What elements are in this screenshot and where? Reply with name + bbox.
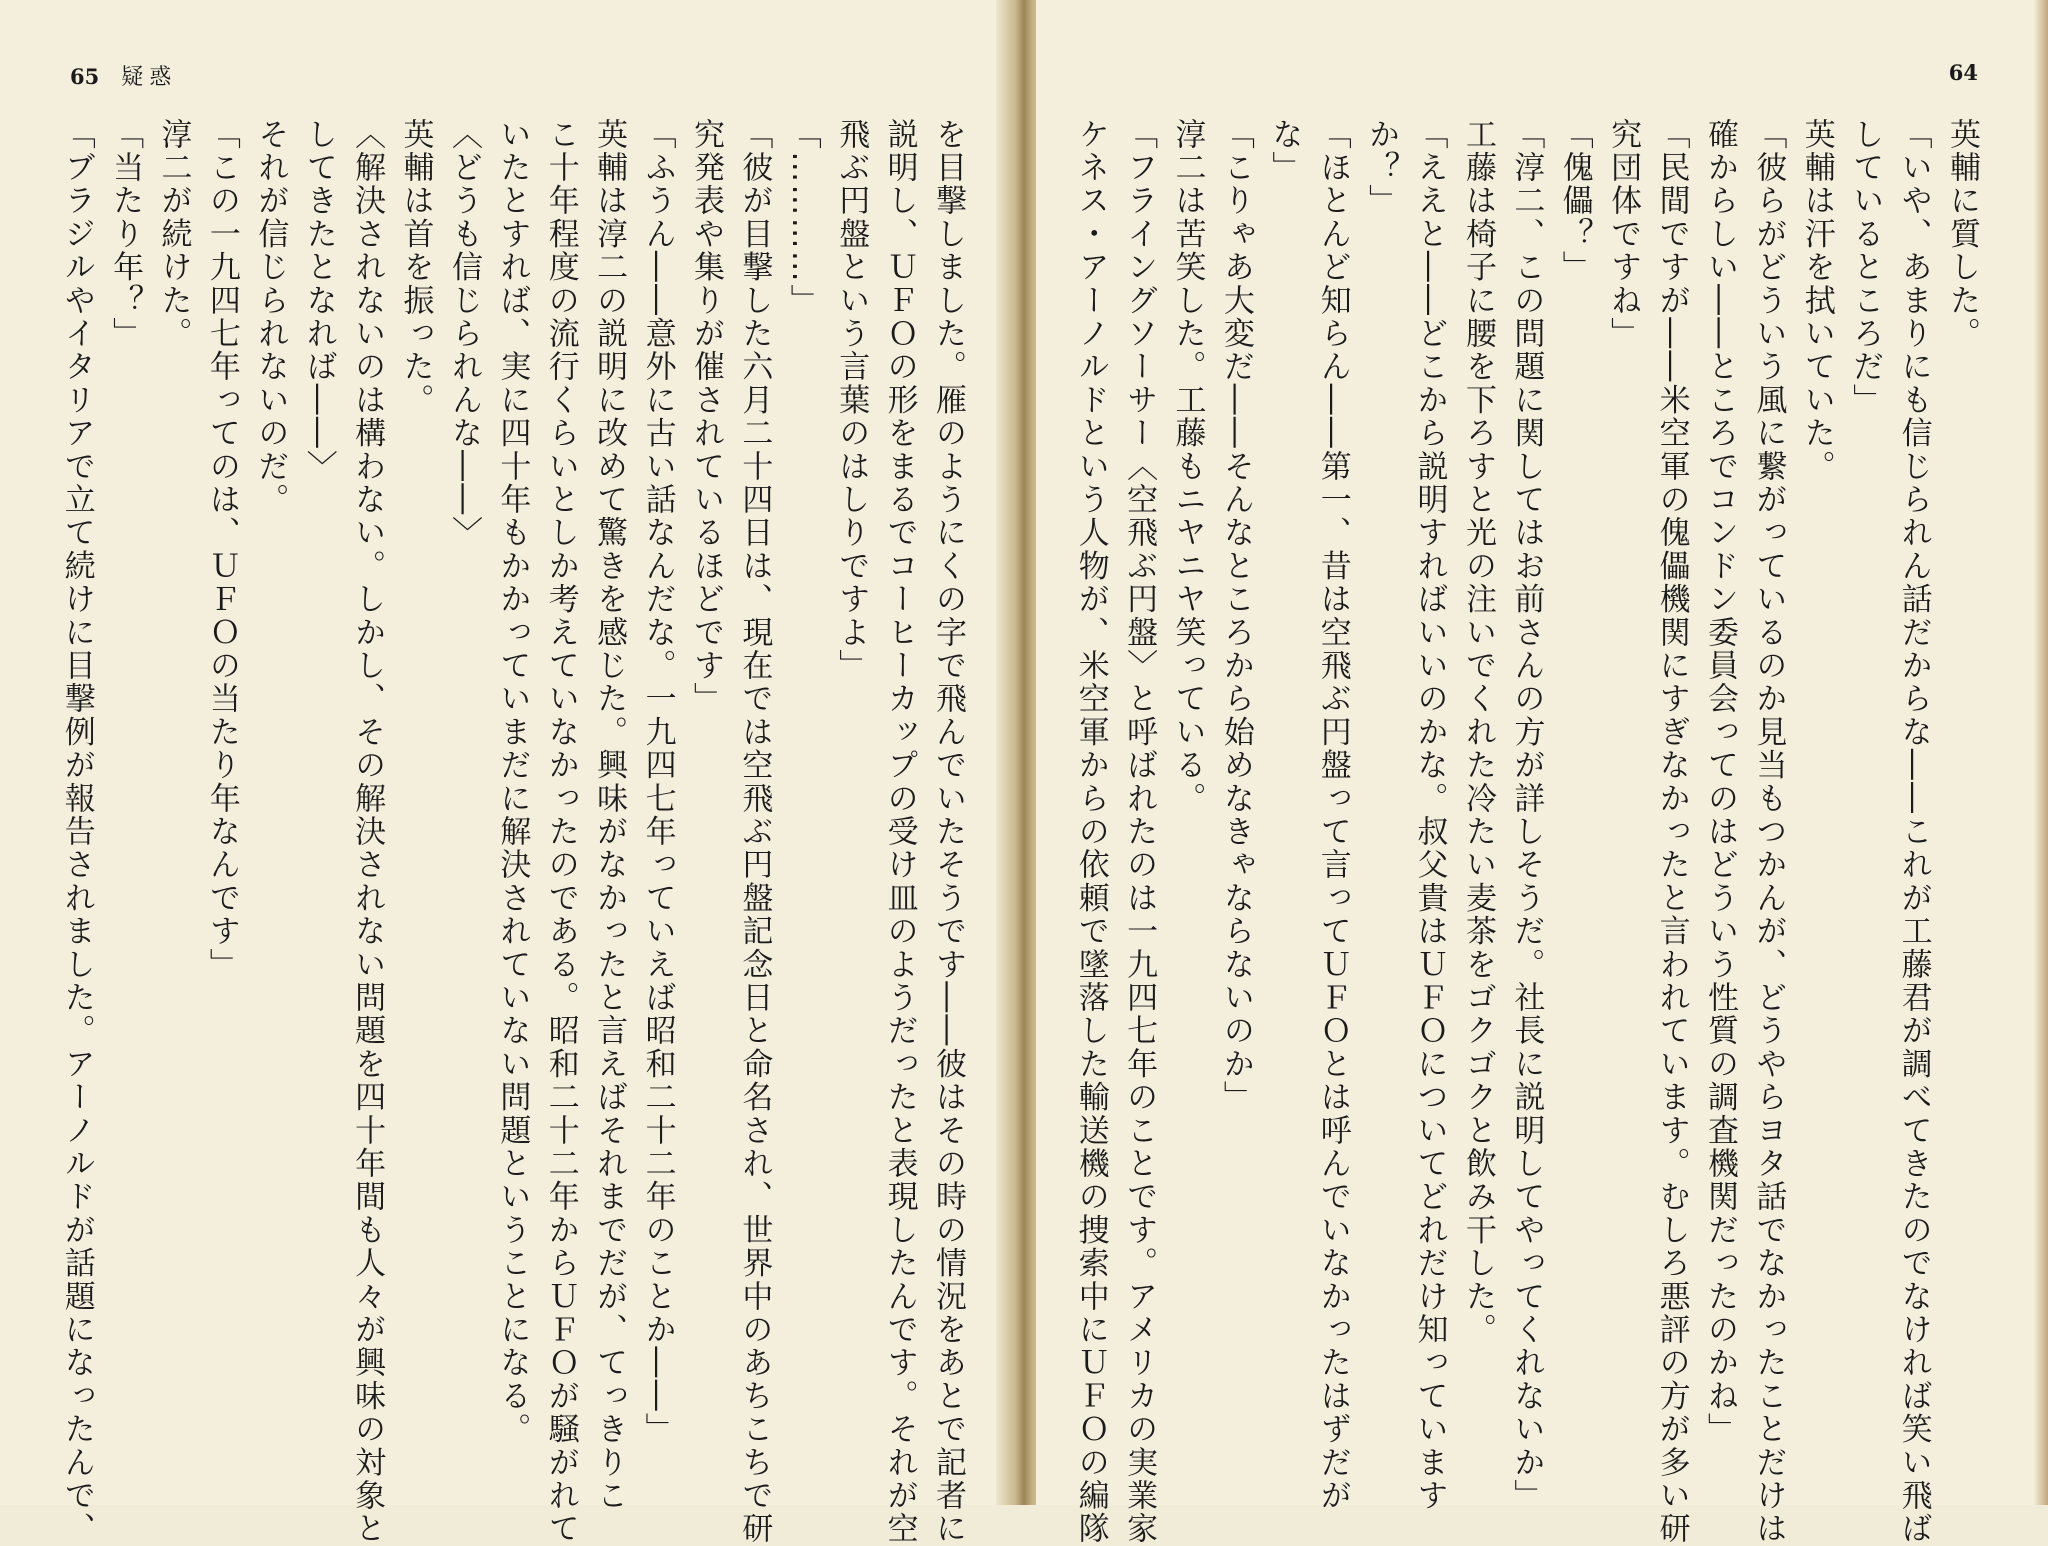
- text-line: しているところだ」: [1847, 118, 1884, 417]
- text-line: 「彼らがどういう風に繋がっているのか見当もつかんが、どうやらヨタ話でなかったことだけは: [1750, 118, 1787, 1546]
- left-page-number: 65: [70, 64, 100, 89]
- text-line: 「淳二、この問題に関してはお前さんの方が詳しそうだ。社長に説明してやってくれないか」: [1508, 118, 1545, 1513]
- right-page-header: [1949, 60, 1978, 85]
- text-line: 〈どうも信じられんな――〉: [445, 118, 482, 550]
- text-line: 「当たり年？」: [107, 118, 144, 351]
- text-line: ケネス・アーノルドという人物が、米空軍からの依頼で墜落した輸送機の捜索中にＵＦＯの編隊: [1072, 118, 1109, 1546]
- text-line: こ十年程度の流行くらいとしか考えていなかったのである。昭和二十二年からＵＦＯが騒がれて: [542, 118, 579, 1546]
- text-line: 英輔に質した。: [1944, 118, 1980, 351]
- text-line: 英輔は首を振った。: [397, 118, 434, 417]
- text-line: いたとすれば、実に四十年もかかっていまだに解決されていない問題ということになる。: [494, 118, 531, 1446]
- text-line: 〈解決されないのは構わない。しかし、その解決されない問題を四十年間も人々が興味の対象と: [349, 118, 386, 1546]
- text-line: 究団体ですね」: [1605, 118, 1642, 351]
- text-line: 工藤は椅子に腰を下ろすと光の注いでくれた冷たい麦茶をゴクゴクと飲み干した。: [1459, 118, 1496, 1347]
- right-page-body: [1072, 118, 1986, 1546]
- text-line: 英輔は淳二の説明に改めて驚きを感じた。興味がなかったと言えばそれまでだが、てっきりこ: [591, 118, 628, 1513]
- text-line: 確からしい――ところでコンドン委員会ってのはどういう性質の調査機関だったのかね」: [1701, 118, 1738, 1446]
- text-line: を目撃しました。雁のようにくの字で飛んでいたそうです――彼はその時の情況をあとで記者に: [930, 118, 966, 1546]
- text-line: 「ええと――どこから説明すればいいのかな。叔父貴はＵＦＯについてどれだけ知っています: [1411, 118, 1448, 1513]
- text-line: 淳二は苦笑した。工藤もニヤニヤ笑っている。: [1169, 118, 1206, 816]
- left-page-header: [70, 60, 177, 91]
- text-line: 「…………」: [784, 118, 821, 318]
- text-line: 淳二が続けた。: [155, 118, 192, 351]
- page-edge: [2034, 0, 2048, 1505]
- text-line: 飛ぶ円盤という言葉のはしりですよ」: [833, 118, 870, 683]
- text-line: な」: [1266, 118, 1303, 185]
- text-line: 説明し、ＵＦＯの形をまるでコーヒーカップの受け皿のようだったと表現したんです。それが空: [881, 118, 918, 1546]
- right-page-number: 64: [1948, 60, 1978, 85]
- left-page-body: [58, 118, 972, 1546]
- text-line: 「傀儡？」: [1556, 118, 1593, 284]
- text-line: 「この一九四七年ってのは、ＵＦＯの当たり年なんです」: [203, 118, 240, 982]
- left-page: [0, 0, 1012, 1546]
- text-line: 「民間ですが――米空軍の傀儡機関にすぎなかったと言われています。むしろ悪評の方が多い研: [1653, 118, 1690, 1546]
- text-line: 「ふうん――意外に古い話なんだな。一九四七年っていえば昭和二十二年のことか――」: [639, 118, 676, 1446]
- text-line: 「こりゃあ大変だ――そんなところから始めなきゃならないのか」: [1217, 118, 1254, 1114]
- text-line: 「彼が目撃した六月二十四日は、現在では空飛ぶ円盤記念日と命名され、世界中のあちこちで研: [736, 118, 773, 1546]
- running-title: 疑惑: [121, 65, 178, 90]
- right-page: [1036, 0, 2048, 1546]
- text-line: 究発表や集りが催されているほどです」: [687, 118, 724, 716]
- text-line: か？」: [1363, 118, 1400, 218]
- text-line: 「フライングソーサー〈空飛ぶ円盤〉と呼ばれたのは一九四七年のことです。アメリカの実業家: [1121, 118, 1158, 1546]
- text-line: 「ブラジルやイタリアで立て続けに目撃例が報告されました。アーノルドが話題になったんで、: [58, 118, 95, 1546]
- text-line: それが信じられないのだ。: [252, 118, 289, 517]
- text-line: 英輔は汗を拭いていた。: [1798, 118, 1835, 484]
- text-line: 「いや、あまりにも信じられん話だからな――これが工藤君が調べてきたのでなければ笑い飛ば: [1895, 118, 1932, 1546]
- text-line: 「ほとんど知らん――第一、昔は空飛ぶ円盤って言ってＵＦＯとは呼んでいなかったはずだが: [1314, 118, 1351, 1513]
- text-line: してきたとなれば――〉: [300, 118, 337, 484]
